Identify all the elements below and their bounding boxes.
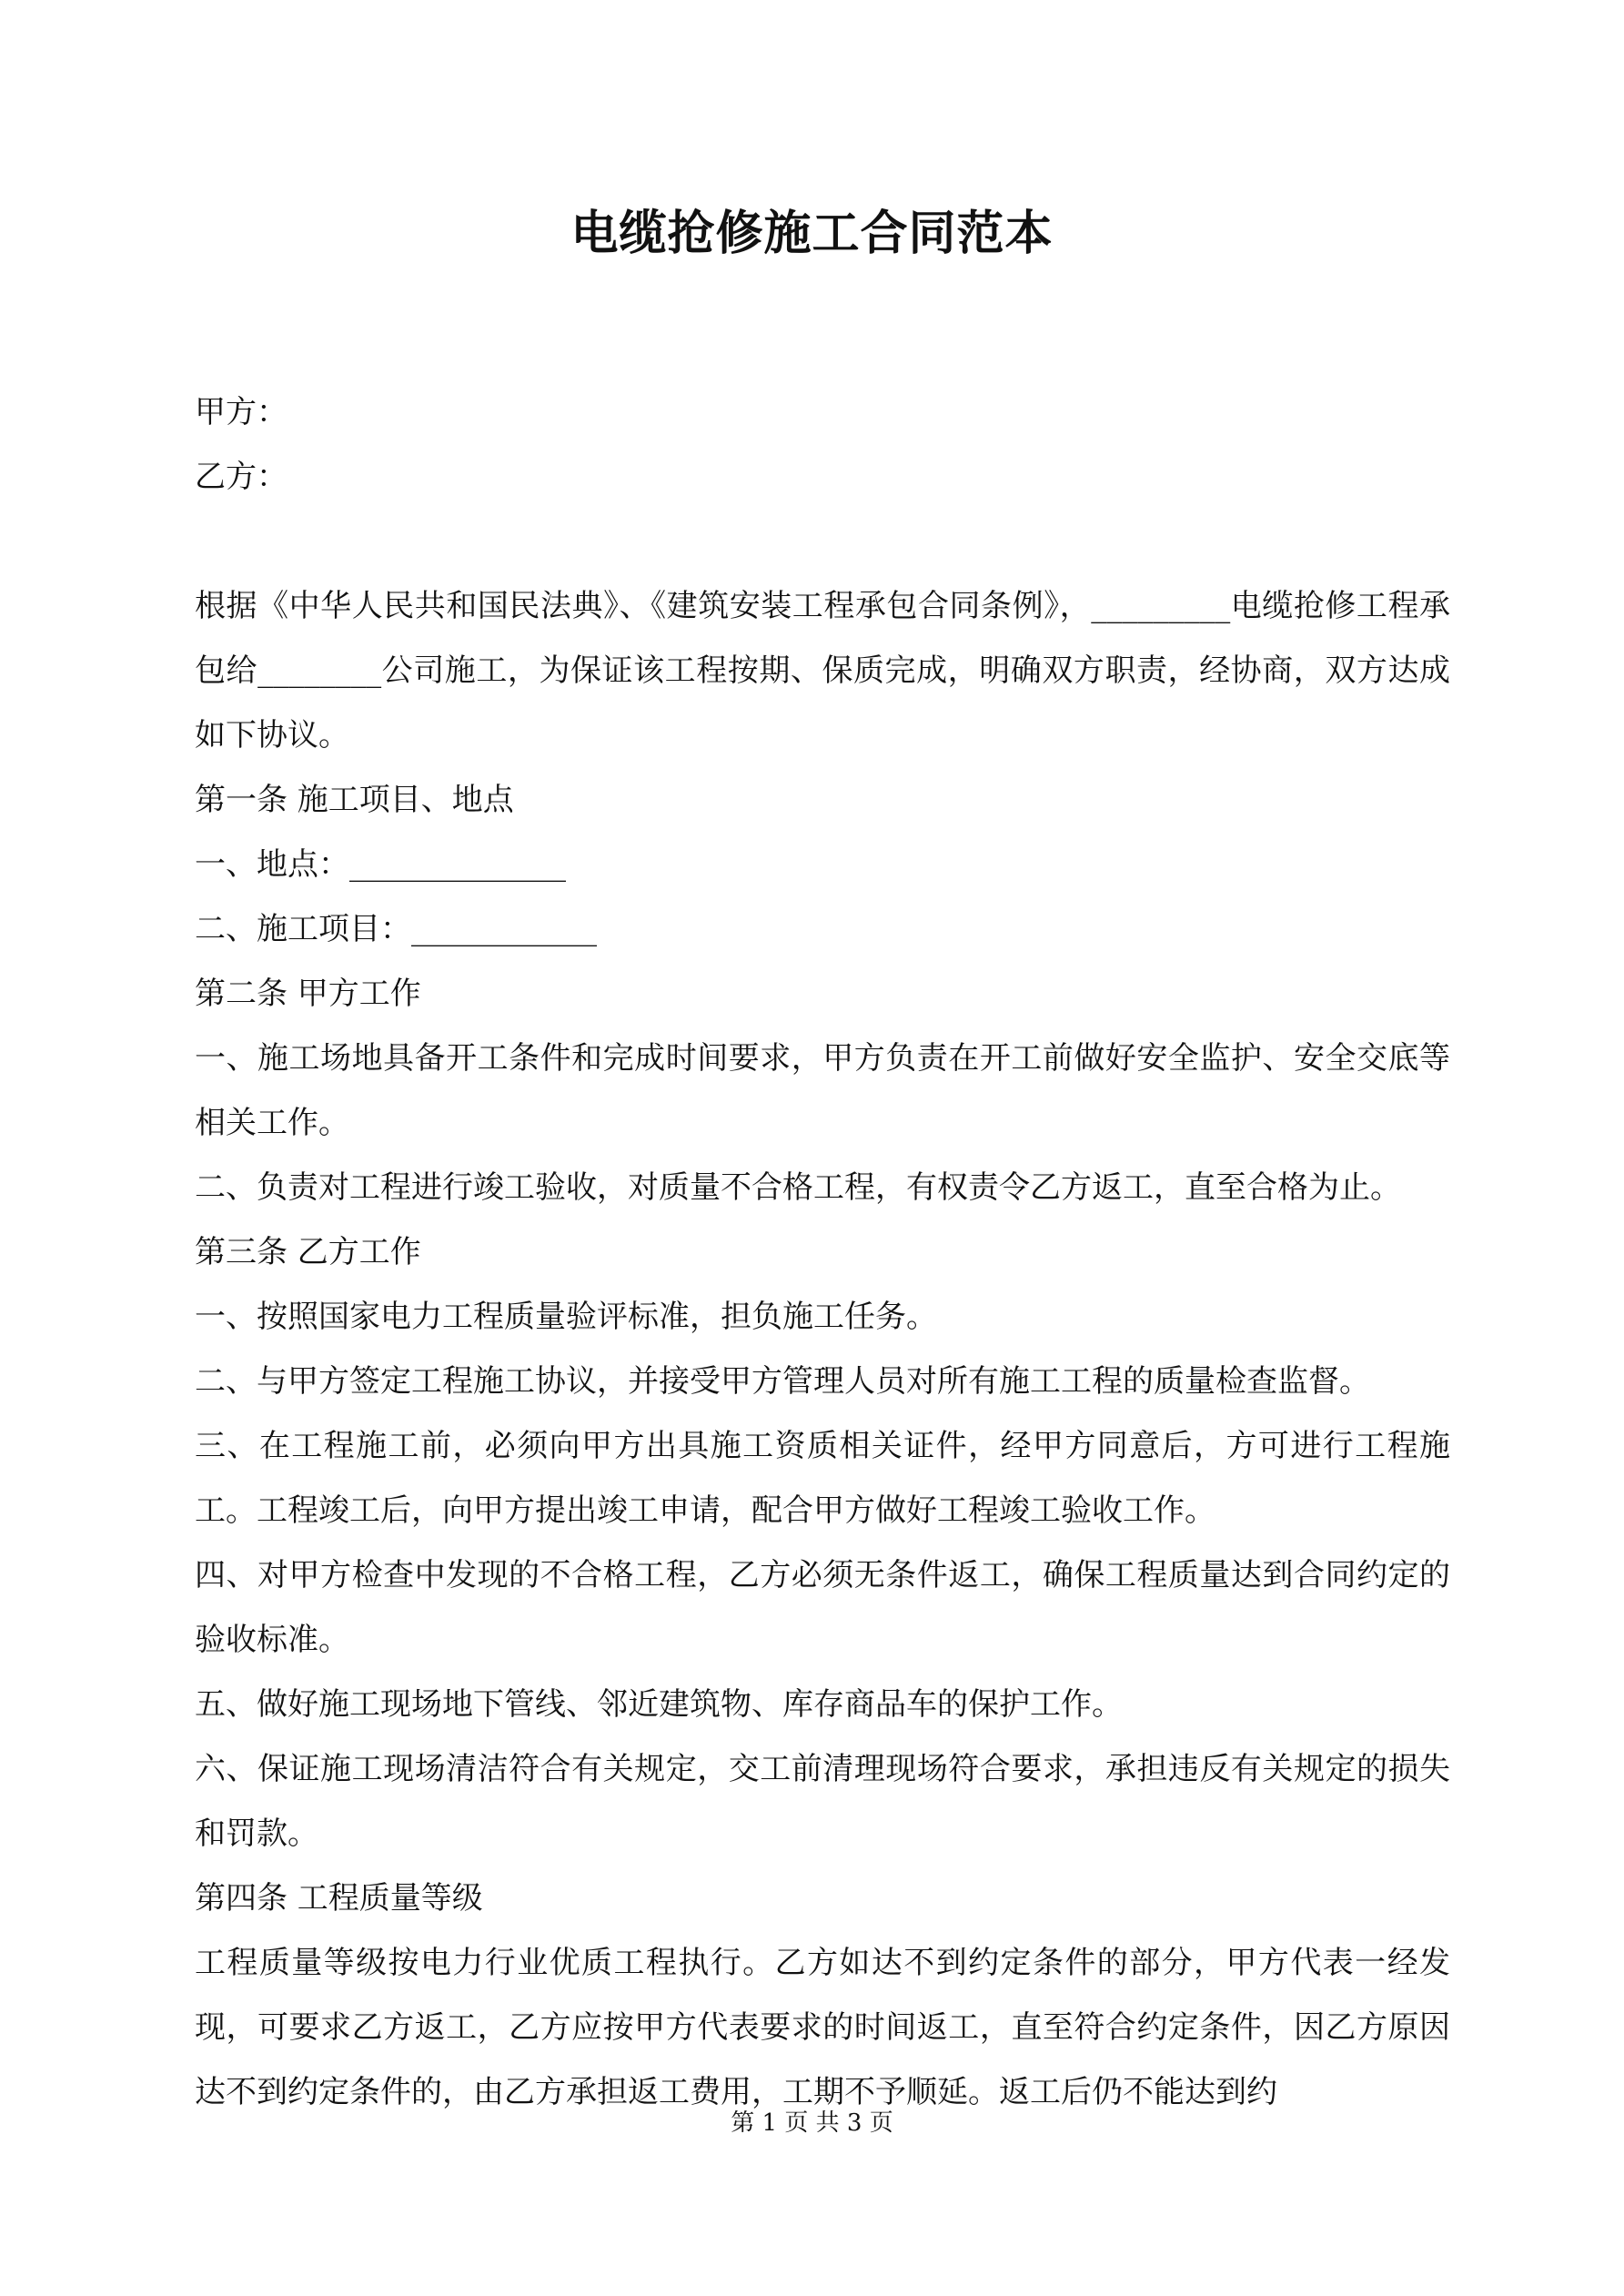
article-3-clause-6: 六、保证施工现场清洁符合有关规定，交工前清理现场符合要求，承担违反有关规定的损失和罚款。 bbox=[195, 1751, 1450, 1852]
article-3-clause-3: 三、在工程施工前，必须向甲方出具施工资质相关证件，经甲方同意后，方可进行工程施工。工程竣工后，向甲方提出竣工申请，配合甲方做好工程竣工验收工作。 bbox=[195, 1428, 1450, 1529]
party-block bbox=[195, 380, 1450, 510]
page-number-footer: 第 1 页 共 3 页 bbox=[731, 2109, 893, 2137]
article-3-clause-1: 一、按照国家电力工程质量验评标准，担负施工任务。 bbox=[195, 1299, 937, 1335]
article-2-clause-2: 二、负责对工程进行竣工验收，对质量不合格工程，有权责令乙方返工，直至合格为止。 bbox=[195, 1169, 1401, 1206]
article-3-clause-2: 二、与甲方签定工程施工协议，并接受甲方管理人员对所有施工工程的质量检查监督。 bbox=[195, 1363, 1370, 1400]
preamble-paragraph: 根据《中华人民共和国民法典》、《建筑安装工程承包合同条例》，_________电缆抢修工程承包给________公司施工，为保证该工程按期、保质完成，明确双方职责，经协商，双方达成如下协议。 bbox=[195, 588, 1450, 754]
article-3-heading: 第三条 乙方工作 bbox=[195, 1234, 421, 1270]
article-3-clause-5: 五、做好施工现场地下管线、邻近建筑物、库存商品车的保护工作。 bbox=[195, 1686, 1123, 1723]
article-2-clause-1: 一、施工场地具备开工条件和完成时间要求，甲方负责在开工前做好安全监护、安全交底等相关工作。 bbox=[195, 1040, 1450, 1141]
page-title: 电缆抢修施工合同范本 bbox=[570, 206, 1054, 261]
article-4-heading: 第四条 工程质量等级 bbox=[195, 1880, 483, 1917]
article-1-heading: 第一条 施工项目、地点 bbox=[195, 782, 514, 818]
party-b-line: 乙方： bbox=[195, 459, 287, 495]
article-1-location: 一、地点：______________ bbox=[195, 846, 566, 883]
party-a-line: 甲方： bbox=[195, 394, 287, 430]
contract-body bbox=[195, 380, 1450, 2125]
article-4-body: 工程质量等级按电力行业优质工程执行。乙方如达不到约定条件的部分，甲方代表一经发现，可要求乙方返工，乙方应按甲方代表要求的时间返工，直至符合约定条件，因乙方原因达不到约定条件的，由乙方承担返工费用，工期不予顺延。返工后仍不能达到约 bbox=[195, 1945, 1450, 2110]
article-1-project: 二、施工项目：____________ bbox=[195, 911, 597, 947]
article-3-clause-4: 四、对甲方检查中发现的不合格工程，乙方必须无条件返工，确保工程质量达到合同约定的验收标准。 bbox=[195, 1557, 1450, 1658]
article-2-heading: 第二条 甲方工作 bbox=[195, 976, 421, 1012]
